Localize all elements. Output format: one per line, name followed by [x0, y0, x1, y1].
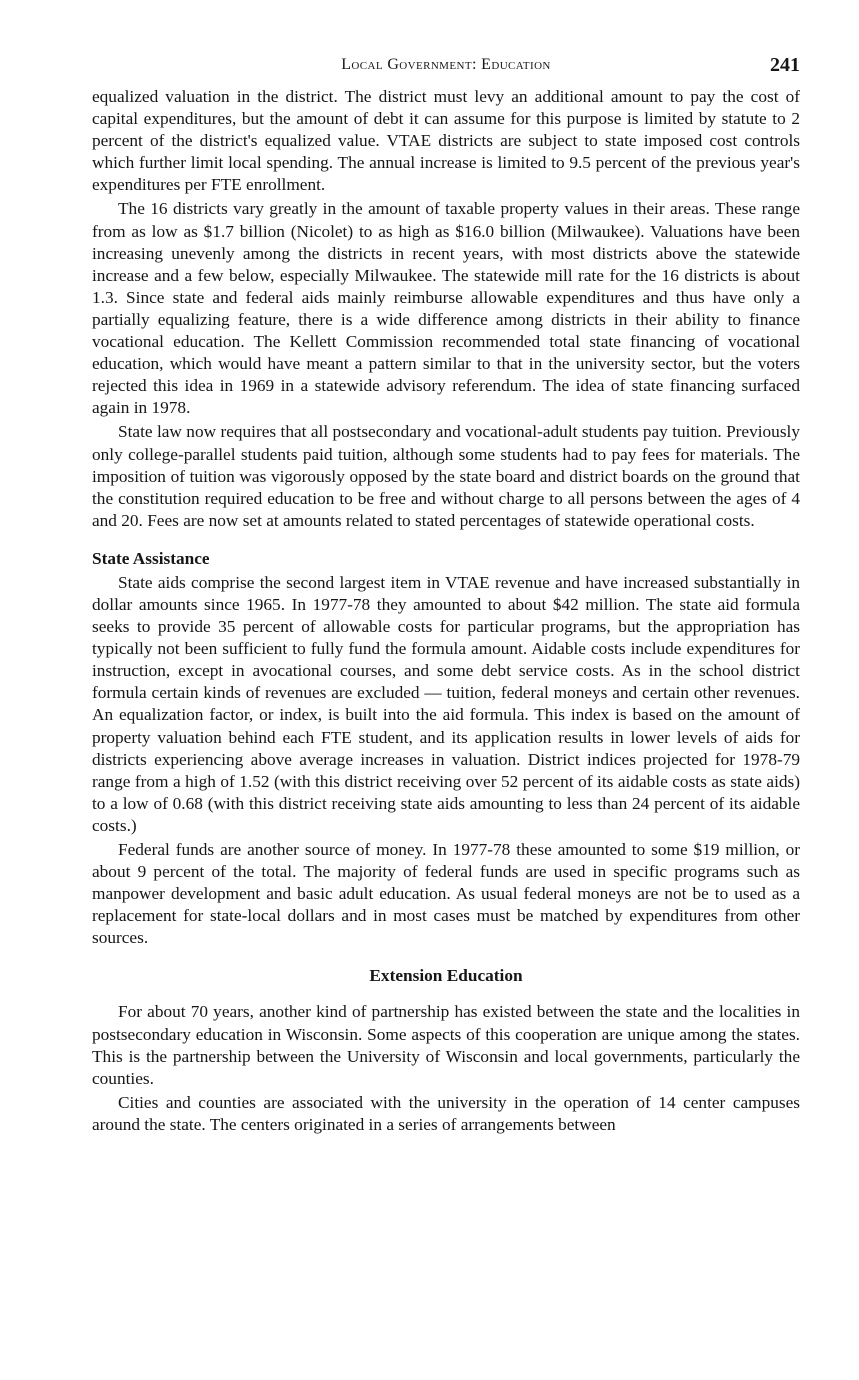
paragraph-center-campuses: Cities and counties are associated with the university in the operation of 14 center campuses around the state. The centers originated in a series of arrangements between [92, 1092, 800, 1134]
paragraph-partnership: For about 70 years, another kind of partnership has existed between the state and the localities in postsecondary education in Wisconsin. Some aspects of this cooperation are unique among the states. This is the partnership between the University of Wisconsin and local governments, particularly the counties. [92, 1002, 800, 1088]
paragraph-tuition: State law now requires that all postsecondary and vocational-adult students pay tuition. Previously only college-parallel students paid tuition, although some students had to pay fees for materials. The imposition of tuition was vigorously opposed by the state board and district boards on the ground that the constitution required education to be free and without charge to all persons between the ages of 4 and 20. Fees are now set at amounts related to stated percentages of statewide operational costs. [92, 422, 800, 530]
running-head [92, 52, 800, 86]
book-page [92, 52, 800, 1136]
paragraph-continued: equalized valuation in the district. The district must levy an additional amount to pay the cost of capital expenditures, but the amount of debt it can assume for this purpose is limited by statute to 2 percent of the district's equalized value. VTAE districts are subject to state imposed cost controls which further limit local spending. The annual increase is limited to 9.5 percent of the previous year's expenditures per FTE enrollment. [92, 87, 800, 195]
paragraph-state-aids: State aids comprise the second largest item in VTAE revenue and have increased substantially in dollar amounts since 1965. In 1977-78 they amounted to about $42 million. The state aid formula seeks to provide 35 percent of allowable costs for particular programs, but the appropriation has typically not been sufficient to fully fund the formula amount. Aidable costs include expenditures for instruction, except in avocational courses, and some debt service costs. As in the school district formula certain kinds of revenues are excluded — tuition, federal moneys and certain other revenues. An equalization factor, or index, is built into the aid formula. This index is based on the amount of property valuation behind each FTE student, and its application results in lower levels of aids for districts experiencing above average increases in valuation. District indices projected for 1978-79 range from a high of 1.52 (with this district receiving over 52 percent of its aidable costs as state aids) to a low of 0.68 (with this district receiving state aids amounting to less than 24 percent of its aidable costs.) [92, 572, 800, 835]
section-heading-extension-education: Extension Education [369, 966, 523, 986]
subheading-state-assistance: State Assistance [92, 548, 210, 568]
page-number: 241 [770, 54, 800, 76]
paragraph-federal-funds: Federal funds are another source of money. In 1977-78 these amounted to some $19 million, or about 9 percent of the total. The majority of federal funds are used in specific programs such as manpower development and basic adult education. As usual federal moneys are not be to used as a replacement for state-local dollars and in most cases must be matched by expenditures from other sources. [92, 840, 800, 948]
paragraph-district-valuations: The 16 districts vary greatly in the amount of taxable property values in their areas. These range from as low as $1.7 billion (Nicolet) to as high as $16.0 billion (Milwaukee). Valuations have been increasing unevenly among the districts in recent years, with most districts above the statewide increase and a few below, especially Milwaukee. The statewide mill rate for the 16 districts is about 1.3. Since state and federal aids mainly reimburse allowable expenditures and thus have only a partially equalizing feature, there is a wide difference among districts in their ability to finance vocational education. The Kellett Commission recommended total state financing of vocational education, which would have meant a pattern similar to that in the university sector, but the voters rejected this idea in 1969 in a statewide advisory referendum. The idea of state financing surfaced again in 1978. [92, 199, 800, 418]
running-title: Local Government: Education [341, 56, 551, 73]
